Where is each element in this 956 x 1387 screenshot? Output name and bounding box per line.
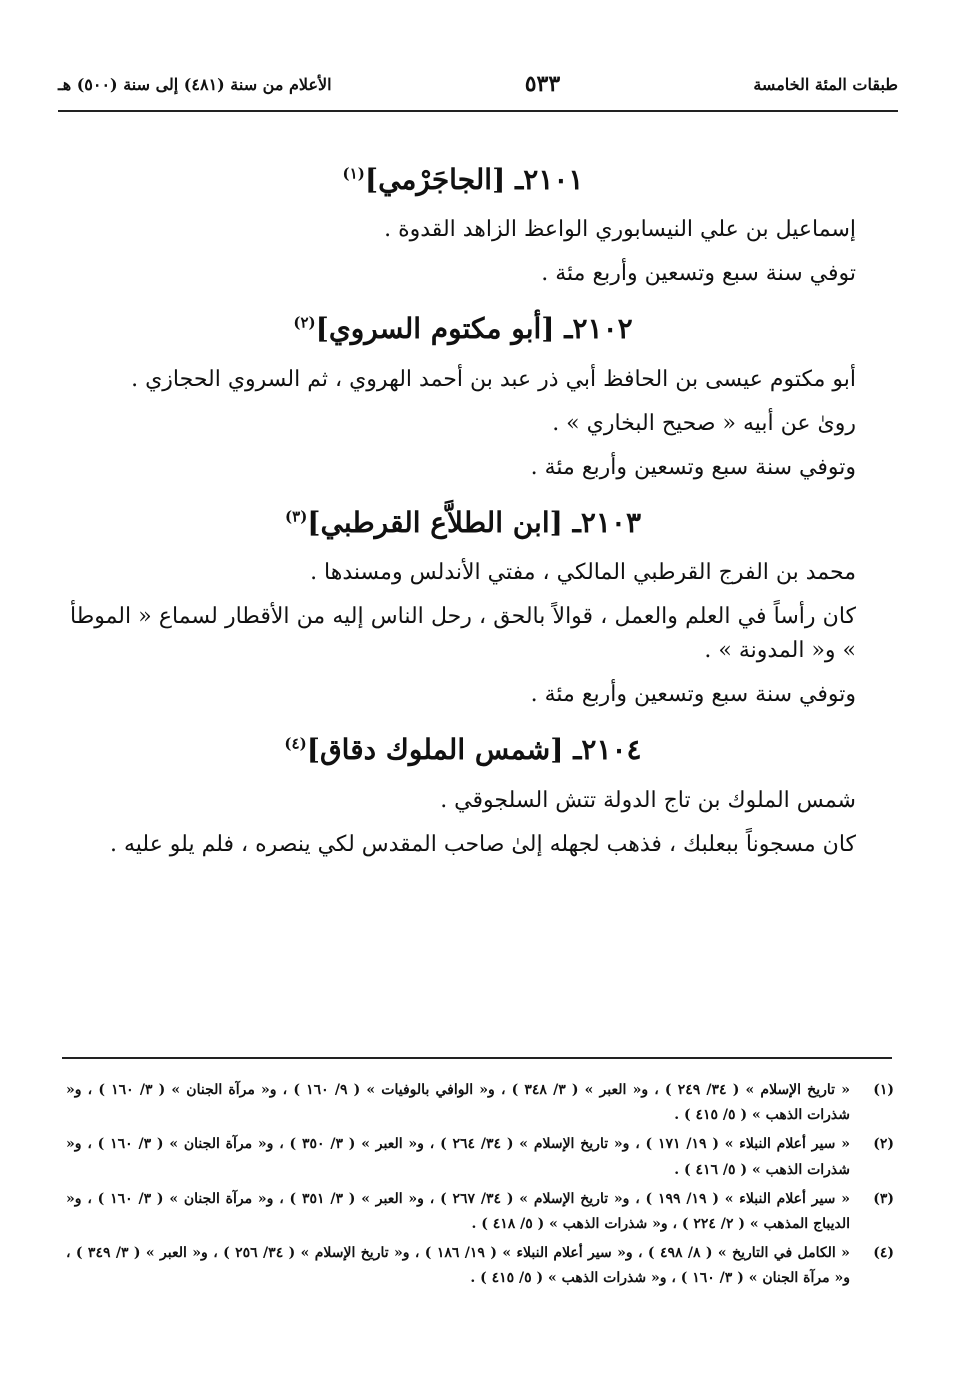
footnote-text: « سير أعلام النبلاء » ( ١٩/ ١٩٩ ) ، و« تاريخ الإسلام » ( ٣٤/ ٢٦٧ ) ، و« العبر » ( ٣/ ٣٥١ ) ، و« مرآة الجنان » ( ٣/ ١٦٠ ) ، و« الديباج المذهب » ( ٢/ ٢٢٤ ) ، و« شذرات الذهب » ( ٥/ ٤١٨ ) . xyxy=(66,1190,850,1232)
footnote xyxy=(66,1132,894,1182)
entry-paragraph: وتوفي سنة سبع وتسعين وأربع مئة . xyxy=(530,454,856,480)
footnote-number: (١) xyxy=(873,1082,894,1098)
entry-paragraph: إسماعيل بن علي النيسابوري الواعظ الزاهد القدوة . xyxy=(384,217,856,243)
entry-title-text: ٢١٠٤ـ [شمس الملوك دقاق] xyxy=(306,733,642,767)
running-header xyxy=(58,66,898,102)
footnote-text: « الكامل في التاريخ » ( ٨/ ٤٩٨ ) ، و« سير أعلام النبلاء » ( ١٩/ ١٨٦ ) ، و« تاريخ الإسلام » ( ٣٤/ ٢٥٦ ) ، و« العبر » ( ٣/ ٣٤٩ ) ، و« مرآة الجنان » ( ٣/ ١٦٠ ) ، و« شذرات الذهب » ( ٥/ ٤١٥ ) . xyxy=(66,1245,850,1287)
footnote-ref: (٢) xyxy=(293,314,316,333)
footnote-number: (٢) xyxy=(873,1136,894,1153)
footnotes xyxy=(66,1078,894,1296)
entry-paragraph: شمس الملوك بن تاج الدولة تتش السلجوقي . xyxy=(440,787,856,813)
footnote-text: « تاريخ الإسلام » ( ٣٤/ ٢٤٩ ) ، و« العبر » ( ٣/ ٣٤٨ ) ، و« الوافي بالوفيات » ( ٩/ ١٦٠ ) ، و« مرآة الجنان » ( ٣/ ١٦٠ ) ، و« شذرات الذهب » ( ٥/ ٤١٥ ) . xyxy=(66,1082,850,1124)
entry-paragraph: محمد بن الفرج القرطبي المالكي ، مفتي الأندلس ومسندها . xyxy=(310,560,856,586)
footnote-divider xyxy=(62,1057,892,1059)
entry-title xyxy=(70,730,856,769)
footnote-ref: (١) xyxy=(342,164,365,183)
biography-entry xyxy=(70,503,856,713)
entry-title xyxy=(70,309,856,348)
main-text xyxy=(70,160,856,880)
footnote xyxy=(66,1241,894,1291)
footnote xyxy=(66,1187,894,1237)
entry-title xyxy=(70,160,856,199)
footnote-ref: (٤) xyxy=(284,735,307,754)
entry-paragraph: توفي سنة سبع وتسعين وأربع مئة . xyxy=(541,261,856,287)
entry-paragraph: كان مسجوناً ببعلبك ، فذهب لجهله إلىٰ صاحب المقدس لكي ينصره ، فلم يلو عليه . xyxy=(109,831,856,857)
footnote-number: (٤) xyxy=(873,1245,894,1262)
footnote-text: « سير أعلام النبلاء » ( ١٩/ ١٧١ ) ، و« تاريخ الإسلام » ( ٣٤/ ٢٦٤ ) ، و« العبر » ( ٣/ ٣٥٠ ) ، و« مرآة الجنان » ( ٣/ ١٦٠ ) ، و« شذرات الذهب » ( ٥/ ٤١٦ ) . xyxy=(66,1136,850,1178)
entry-paragraph: كان رأساً في العلم والعمل ، قوالاً بالحق ، رحل الناس إليه من الأقطار لسماع « الموطأ » و« المدونة » . xyxy=(70,604,856,664)
page-number: ٥٣٣ xyxy=(524,71,561,97)
header-divider xyxy=(58,110,898,112)
entry-title-text: ٢١٠١ـ [الجاجَرْمي] xyxy=(364,163,584,196)
footnote-ref: (٣) xyxy=(285,507,308,526)
entry-title-text: ٢١٠٣ـ [ابن الطلاَّع القرطبي] xyxy=(307,505,641,539)
biography-entry xyxy=(70,730,856,861)
entry-paragraph: روىٰ عن أبيه « صحيح البخاري » . xyxy=(552,410,856,436)
header-book-section: طبقات المئة الخامسة xyxy=(753,74,898,94)
footnote xyxy=(66,1078,894,1128)
entry-title xyxy=(70,503,856,542)
entry-title-text: ٢١٠٢ـ [أبو مكتوم السروي] xyxy=(315,312,633,346)
biography-entry xyxy=(70,160,856,291)
footnote-number: (٣) xyxy=(873,1190,894,1207)
entry-paragraph: أبو مكتوم عيسى بن الحافظ أبي ذر عبد بن أحمد الهروي ، ثم السروي الحجازي . xyxy=(131,366,856,392)
biography-entry xyxy=(70,309,856,484)
entry-paragraph: وتوفي سنة سبع وتسعين وأربع مئة . xyxy=(530,682,856,708)
header-year-range: الأعلام من سنة (٤٨١) إلى سنة (٥٠٠) هـ xyxy=(58,74,332,94)
